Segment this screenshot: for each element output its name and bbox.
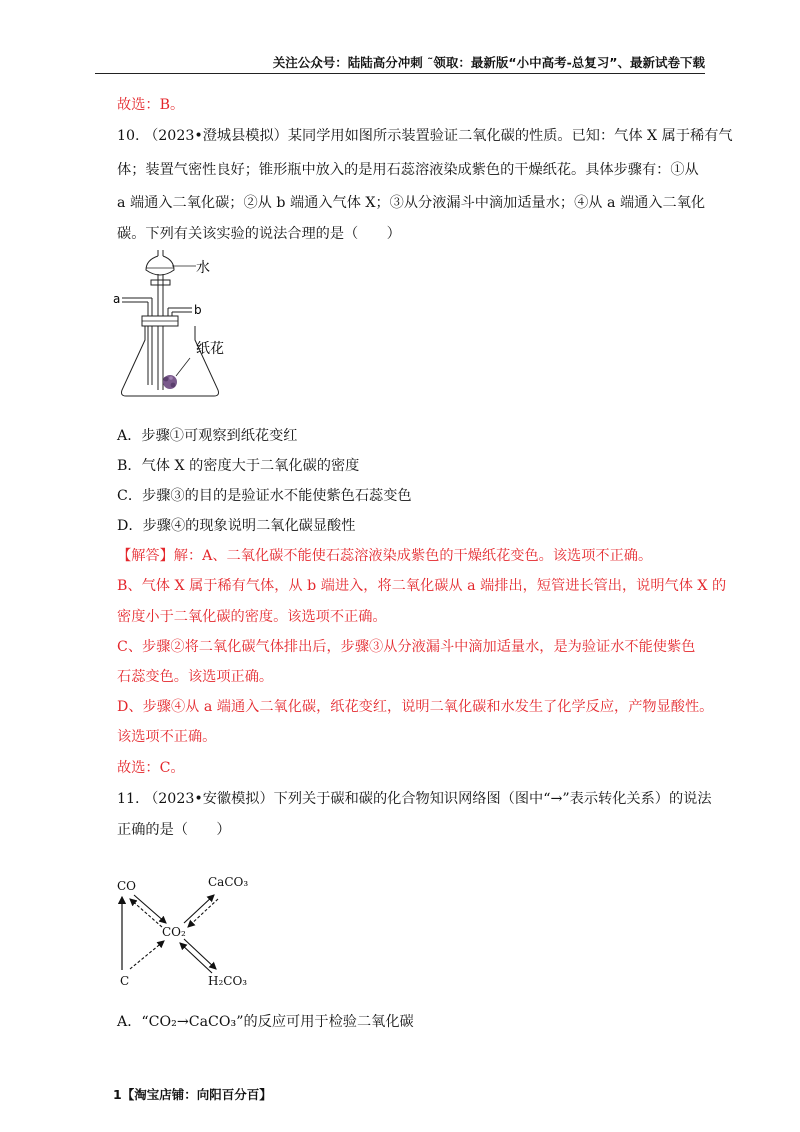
paper-flower-label: 纸花 (196, 341, 224, 357)
co-label: CO (117, 879, 137, 893)
co2-label: CO₂ (162, 925, 186, 939)
q10-solution-line-3: 密度小于二氧化碳的密度。该选项不正确。 (117, 609, 387, 625)
q11-option-a: A．“CO₂→CaCO₃”的反应可用于检验二氧化碳 (117, 1014, 414, 1030)
q11-stem-line-2: 正确的是（ ） (117, 822, 231, 838)
q10-option-a: A．步骤①可观察到纸花变红 (117, 428, 298, 444)
q10-solution-line-2: B、气体 X 属于稀有气体，从 b 端进入，将二氧化碳从 a 端排出，短管进长管出，说明气体 X 的 (117, 578, 727, 594)
q10-stem-line-3: a 端通入二氧化碳；②从 b 端通入气体 X；③从分液漏斗中滴加适量水；④从 a 端通入二氧化 (117, 195, 706, 211)
q11-stem-line-1: 11. （2023•安徽模拟）下列关于碳和碳的化合物知识网络图（图中“→”表示转化关系）的说法 (117, 791, 712, 807)
q10-option-d: D．步骤④的现象说明二氧化碳显酸性 (117, 518, 356, 534)
tube-a-label: a (113, 292, 121, 306)
c-label: C (120, 974, 130, 988)
page-header: 关注公众号：陆陆高分冲刺 ˜领取：最新版“小中高考-总复习”、最新试卷下载 (272, 55, 705, 70)
flask-apparatus-figure (110, 250, 240, 410)
q10-option-c: C．步骤③的目的是验证水不能使紫色石蕊变色 (117, 488, 412, 504)
q10-solution-line-5: 石蕊变色。该选项正确。 (117, 669, 274, 685)
caco3-label: CaCO₃ (208, 875, 249, 889)
header-divider (95, 73, 705, 74)
q10-stem-line-2: 体；装置气密性良好；锥形瓶中放入的是用石蕊溶液染成紫色的干燥纸花。具体步骤有：①从 (117, 162, 699, 178)
q10-solution-line-6: D、步骤④从 a 端通入二氧化碳，纸花变红，说明二氧化碳和水发生了化学反应，产物显酸性。 (117, 699, 714, 715)
q10-stem-line-1: 10. （2023•澄城县模拟）某同学用如图所示装置验证二氧化碳的性质。已知：气体 X 属于稀有气 (117, 128, 733, 144)
q10-solution-line-1: 【解答】解：A、二氧化碳不能使石蕊溶液染成紫色的干燥纸花变色。该选项不正确。 (117, 548, 653, 564)
h2co3-label: H₂CO₃ (208, 974, 248, 988)
tube-b-label: b (194, 303, 202, 317)
carbon-network-figure (112, 865, 262, 995)
q10-stem-line-4: 碳。下列有关该实验的说法合理的是（ ） (117, 226, 401, 242)
previous-answer: 故选：B。 (117, 97, 185, 113)
q10-answer: 故选：C。 (117, 760, 185, 776)
page-footer: 1【淘宝店铺：向阳百分百】 (113, 1087, 272, 1102)
water-label: 水 (196, 260, 210, 276)
q10-option-b: B．气体 X 的密度大于二氧化碳的密度 (117, 458, 360, 474)
q10-solution-line-7: 该选项不正确。 (117, 729, 217, 745)
q10-solution-line-4: C、步骤②将二氧化碳气体排出后，步骤③从分液漏斗中滴加适量水，是为验证水不能使紫色 (117, 639, 696, 655)
